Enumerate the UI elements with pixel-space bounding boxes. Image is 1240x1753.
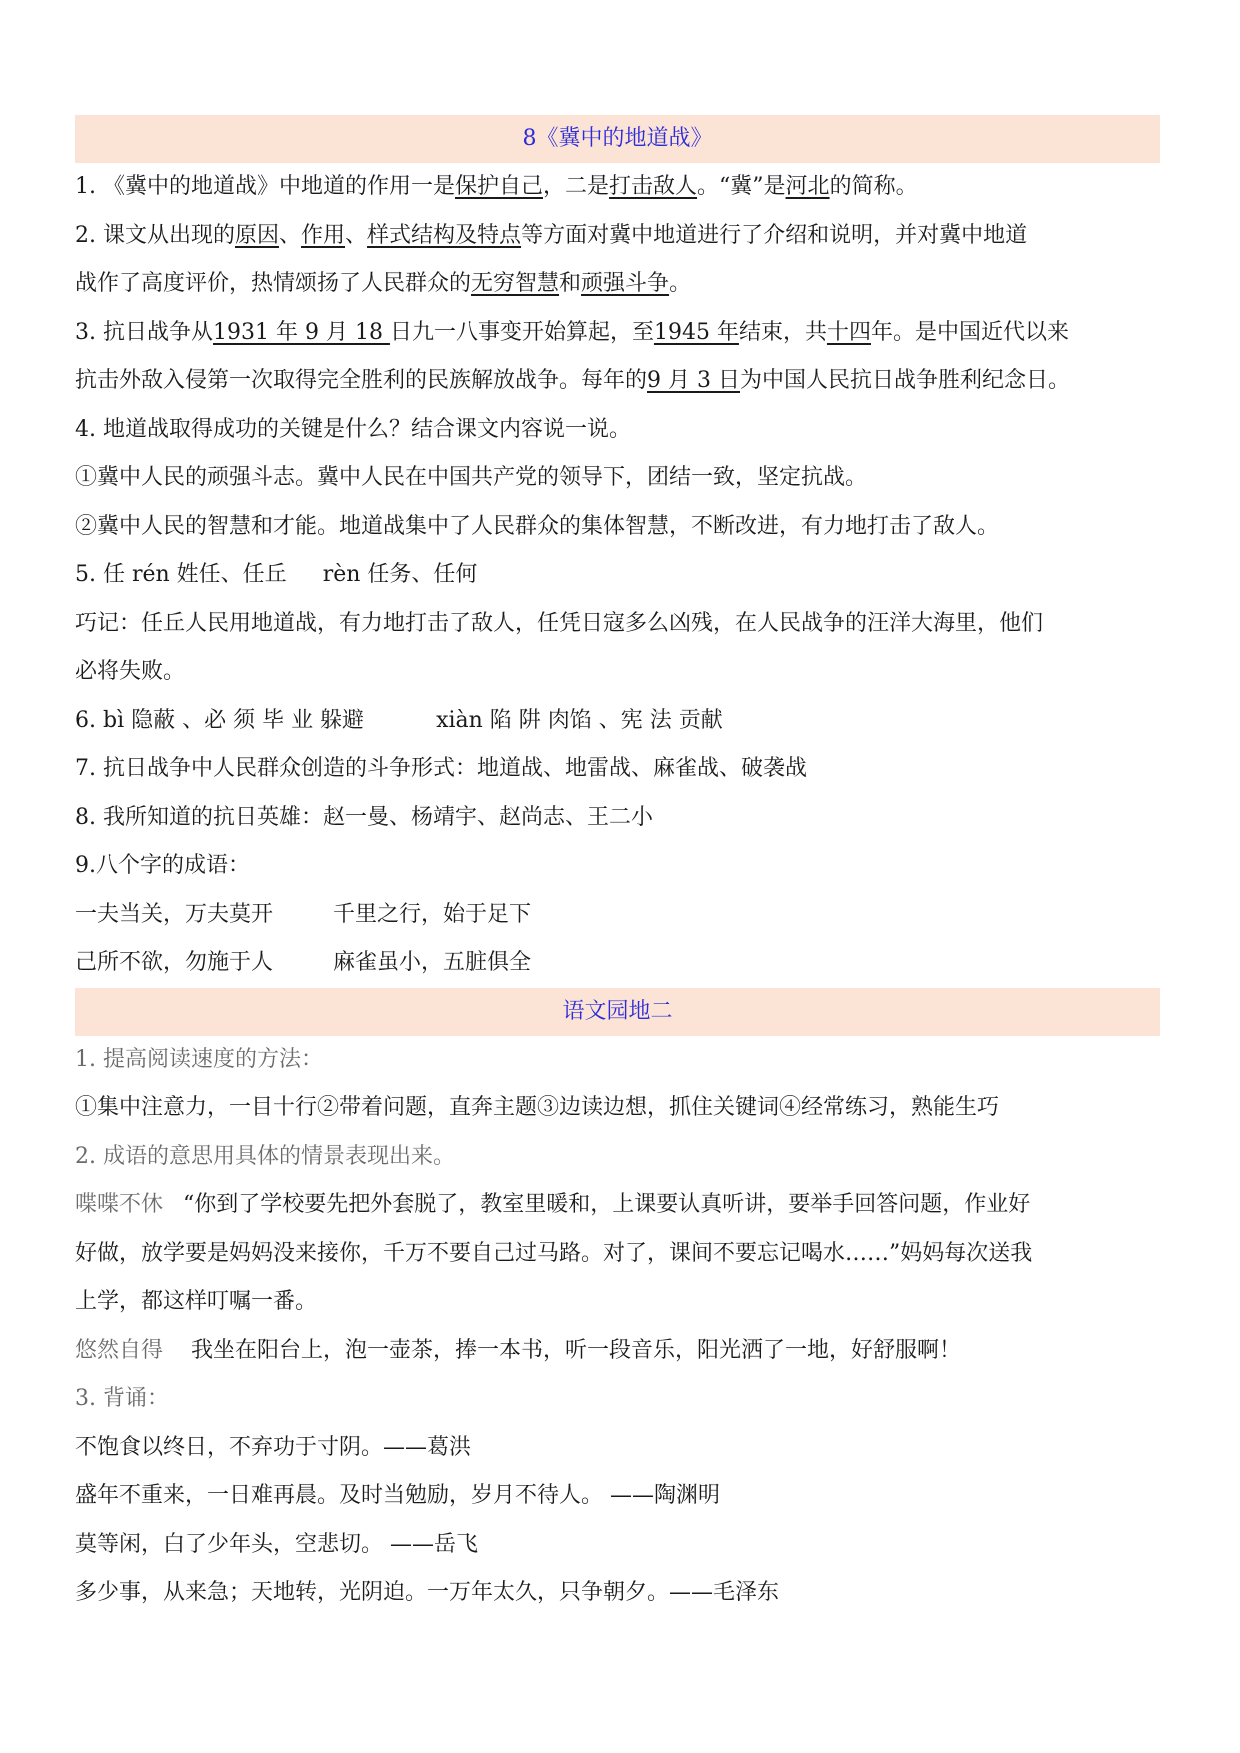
garden2-s2-example1-line3: 上学，都这样叮嘱一番。: [75, 1289, 318, 1314]
idiom: 己所不欲，勿施于人: [75, 950, 274, 975]
lesson8-q9-title: 9.八个字的成语：: [75, 853, 250, 878]
garden2-s2-example2: 悠然自得 我坐在阳台上，泡一壶茶，捧一本书，听一段音乐，阳光洒了一地，好舒服啊！: [75, 1337, 962, 1363]
garden2-s2-example1-line1: 喋喋不休 “你到了学校要先把外套脱了，教室里暖和，上课要认真听讲，要举手回答问题，作业好: [75, 1192, 1031, 1217]
garden2-s1-title: 1. 提高阅读速度的方法：: [75, 1046, 323, 1072]
answer-blank: 原因: [234, 222, 279, 248]
answer-blank: 保护自己: [455, 174, 544, 199]
answer-blank: 作用: [301, 222, 346, 248]
lesson8-q3-line1: 3. 抗日战争从1931 年 9 月 18 日九一八事变开始算起，至1945 年结束，共十四年。是中国近代以来: [75, 319, 1069, 345]
garden2-s2-example1-line2: 好做，放学要是妈妈没来接你，千万不要自己过马路。对了，课间不要忘记喝水……”妈妈每次送我: [75, 1240, 1033, 1266]
answer-blank: 顽强斗争: [581, 271, 670, 296]
recitation-line: 莫等闲，白了少年头，空悲切。 ——岳飞: [75, 1531, 478, 1557]
lesson8-q3-line2: 抗击外敌入侵第一次取得完全胜利的民族解放战争。每年的9 月 3 日为中国人民抗日战争胜利纪念日。: [75, 368, 1071, 393]
answer-blank: 无穷智慧: [471, 271, 560, 296]
document-page: [75, 115, 1160, 1618]
lesson8-q7: 7. 抗日战争中人民群众创造的斗争形式：地道战、地雷战、麻雀战、破袭战: [75, 756, 807, 781]
lesson8-q1: 1. 《冀中的地道战》中地道的作用一是保护自己，二是打击敌人。“冀”是河北的简称。: [75, 174, 918, 199]
lesson8-q9-row2: [75, 939, 1160, 988]
lesson8-q2-line1: 2. 课文从出现的原因、作用、样式结构及特点等方面对冀中地道进行了介绍和说明，并对冀中地道: [75, 222, 1028, 248]
lesson8-q5-mnemonic-line1: 巧记：任丘人民用地道战，有力地打击了敌人，任凭日寇多么凶残，在人民战争的汪洋大海里，他们: [75, 610, 1044, 636]
answer-blank: 十四: [826, 319, 871, 345]
idiom: 喋喋不休: [75, 1192, 164, 1217]
lesson8-q5: 5. 任 rén 姓任、任丘 rèn 任务、任何: [75, 562, 478, 587]
garden2-s3-title: 3. 背诵：: [75, 1386, 169, 1411]
lesson8-q2-line2: 战作了高度评价，热情颂扬了人民群众的无穷智慧和顽强斗争。: [75, 271, 692, 296]
lesson8-q4-question: 4. 地道战取得成功的关键是什么？结合课文内容说一说。: [75, 416, 631, 442]
idiom: 悠然自得: [75, 1337, 164, 1363]
lesson8-q9-row1: [75, 891, 1160, 940]
recitation-line: 多少事，从来急；天地转，光阴迫。一万年太久，只争朝夕。——毛泽东: [75, 1580, 780, 1605]
garden2-s1-content: ①集中注意力，一目十行②带着问题，直奔主题③边读边想，抓住关键词④经常练习，熟能生巧: [75, 1095, 1000, 1120]
idiom: 一夫当关，万夫莫开: [75, 901, 274, 927]
lesson8-q5-mnemonic-line2: 必将失败。: [75, 659, 186, 684]
answer-blank: 1945 年: [653, 319, 739, 345]
lesson8-title: 8《冀中的地道战》: [75, 115, 1160, 163]
answer-blank: 河北: [785, 174, 830, 199]
answer-blank: 1931 年 9 月 18: [212, 319, 390, 345]
lesson8-q6: 6. bì 隐蔽 、必 须 毕 业 躲避 xiàn 陷 阱 肉馅 、宪 法 贡献: [75, 707, 723, 733]
recitation-line: 不饱食以终日，不弃功于寸阴。——葛洪: [75, 1434, 472, 1460]
lesson8-q8: 8. 我所知道的抗日英雄：赵一曼、杨靖宇、赵尚志、王二小: [75, 804, 653, 830]
answer-blank: 9 月 3 日: [647, 368, 740, 393]
idiom: 千里之行，始于足下: [333, 901, 532, 927]
answer-blank: 打击敌人: [609, 174, 698, 199]
garden2-title: 语文园地二: [75, 988, 1160, 1036]
lesson8-q4-answer1: ①冀中人民的顽强斗志。冀中人民在中国共产党的领导下，团结一致，坚定抗战。: [75, 465, 868, 490]
answer-blank: 样式结构及特点: [367, 222, 522, 248]
garden2-s2-title: 2. 成语的意思用具体的情景表现出来。: [75, 1143, 455, 1169]
recitation-line: 盛年不重来，一日难再晨。及时当勉励，岁月不待人。 ——陶渊明: [75, 1483, 720, 1508]
idiom: 麻雀虽小，五脏俱全: [333, 950, 532, 975]
lesson8-q4-answer2: ②冀中人民的智慧和才能。地道战集中了人民群众的集体智慧，不断改进，有力地打击了敌人。: [75, 513, 1000, 539]
